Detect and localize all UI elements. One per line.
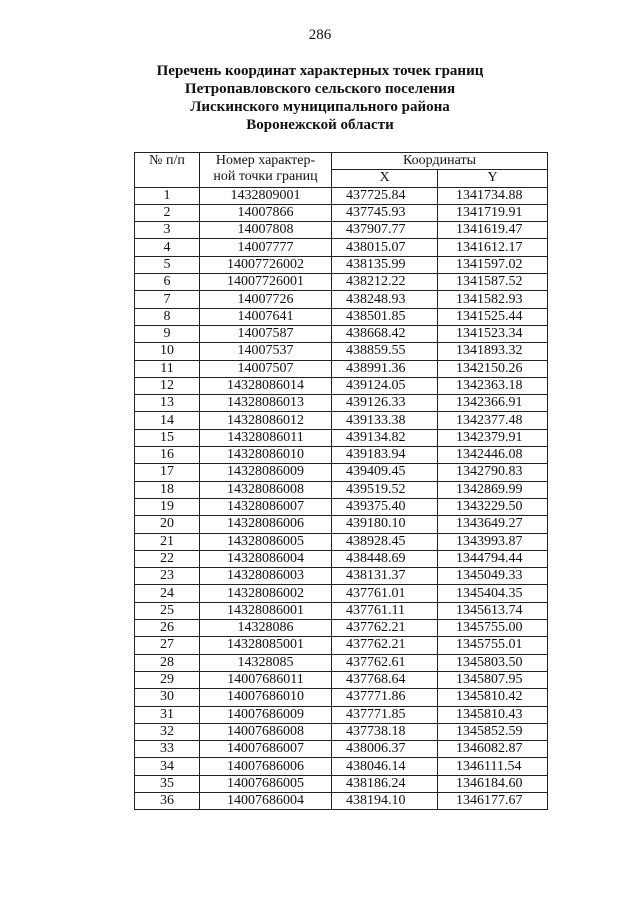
cell-row-number: 29	[135, 671, 200, 688]
table-row	[135, 741, 548, 758]
cell-row-number: 31	[135, 706, 200, 723]
table-row	[135, 291, 548, 308]
cell-point-number: 1432809001	[200, 187, 332, 204]
cell-x: 439409.45	[332, 464, 438, 481]
cell-row-number: 15	[135, 429, 200, 446]
cell-row-number: 20	[135, 516, 200, 533]
cell-x: 437768.64	[332, 671, 438, 688]
table-row	[135, 187, 548, 204]
cell-row-number: 16	[135, 447, 200, 464]
cell-y: 1342150.26	[438, 360, 548, 377]
cell-row-number: 25	[135, 602, 200, 619]
cell-x: 437761.01	[332, 585, 438, 602]
table-row	[135, 377, 548, 394]
cell-point-number: 14328086	[200, 620, 332, 637]
cell-x: 438006.37	[332, 741, 438, 758]
cell-point-number: 14007866	[200, 204, 332, 221]
cell-x: 437771.86	[332, 689, 438, 706]
cell-point-number: 14328085	[200, 654, 332, 671]
cell-point-number: 14007587	[200, 325, 332, 342]
cell-y: 1346184.60	[438, 775, 548, 792]
cell-y: 1346111.54	[438, 758, 548, 775]
cell-point-number: 14007686010	[200, 689, 332, 706]
table-row	[135, 308, 548, 325]
title-line: Лискинского муниципального района	[190, 99, 450, 115]
cell-point-number: 14007777	[200, 239, 332, 256]
cell-point-number: 14007686007	[200, 741, 332, 758]
cell-row-number: 24	[135, 585, 200, 602]
cell-x: 438859.55	[332, 343, 438, 360]
cell-x: 437907.77	[332, 222, 438, 239]
cell-x: 439180.10	[332, 516, 438, 533]
cell-row-number: 32	[135, 723, 200, 740]
cell-y: 1341582.93	[438, 291, 548, 308]
cell-point-number: 14328086003	[200, 568, 332, 585]
document-title	[0, 62, 640, 134]
header-row-number: № п/п	[135, 153, 200, 188]
coordinates-table	[134, 152, 548, 810]
table-row	[135, 429, 548, 446]
table-row	[135, 516, 548, 533]
cell-point-number: 14007641	[200, 308, 332, 325]
cell-point-number: 14328086002	[200, 585, 332, 602]
table-row	[135, 360, 548, 377]
cell-y: 1341719.91	[438, 204, 548, 221]
cell-point-number: 14007686004	[200, 792, 332, 809]
cell-row-number: 34	[135, 758, 200, 775]
cell-y: 1345807.95	[438, 671, 548, 688]
cell-point-number: 14007686005	[200, 775, 332, 792]
cell-y: 1345803.50	[438, 654, 548, 671]
cell-y: 1343649.27	[438, 516, 548, 533]
cell-y: 1345810.43	[438, 706, 548, 723]
cell-y: 1342869.99	[438, 481, 548, 498]
cell-y: 1341597.02	[438, 256, 548, 273]
cell-row-number: 10	[135, 343, 200, 360]
cell-x: 439126.33	[332, 395, 438, 412]
cell-point-number: 14328086006	[200, 516, 332, 533]
cell-row-number: 19	[135, 498, 200, 515]
cell-x: 439134.82	[332, 429, 438, 446]
cell-x: 438194.10	[332, 792, 438, 809]
table-row	[135, 498, 548, 515]
cell-point-number: 14328086001	[200, 602, 332, 619]
cell-x: 437771.85	[332, 706, 438, 723]
table-row	[135, 585, 548, 602]
table-row	[135, 689, 548, 706]
cell-y: 1342377.48	[438, 412, 548, 429]
cell-y: 1341523.34	[438, 325, 548, 342]
cell-y: 1346082.87	[438, 741, 548, 758]
cell-y: 1341525.44	[438, 308, 548, 325]
table-row	[135, 222, 548, 239]
cell-y: 1344794.44	[438, 550, 548, 567]
table-row	[135, 620, 548, 637]
cell-x: 437725.84	[332, 187, 438, 204]
cell-row-number: 22	[135, 550, 200, 567]
cell-point-number: 14328086013	[200, 395, 332, 412]
cell-x: 439519.52	[332, 481, 438, 498]
cell-x: 439124.05	[332, 377, 438, 394]
cell-x: 439183.94	[332, 447, 438, 464]
cell-x: 438501.85	[332, 308, 438, 325]
cell-row-number: 30	[135, 689, 200, 706]
cell-x: 437762.21	[332, 637, 438, 654]
header-point-line: ной точки границ	[213, 169, 318, 184]
cell-point-number: 14007686008	[200, 723, 332, 740]
cell-x: 437738.18	[332, 723, 438, 740]
table-row	[135, 204, 548, 221]
table-row	[135, 654, 548, 671]
header-y: Y	[438, 170, 548, 187]
cell-row-number: 33	[135, 741, 200, 758]
page-number: 286	[308, 27, 332, 43]
cell-point-number: 14328086011	[200, 429, 332, 446]
cell-x: 438668.42	[332, 325, 438, 342]
cell-point-number: 14007726001	[200, 274, 332, 291]
table-row	[135, 481, 548, 498]
table-row	[135, 706, 548, 723]
cell-point-number: 14328085001	[200, 637, 332, 654]
cell-y: 1341893.32	[438, 343, 548, 360]
cell-point-number: 14007507	[200, 360, 332, 377]
cell-x: 438212.22	[332, 274, 438, 291]
cell-x: 438991.36	[332, 360, 438, 377]
cell-point-number: 14328086008	[200, 481, 332, 498]
cell-y: 1345049.33	[438, 568, 548, 585]
cell-row-number: 8	[135, 308, 200, 325]
table-row	[135, 274, 548, 291]
table-row	[135, 325, 548, 342]
header-point-line: Номер характер-	[215, 153, 316, 168]
cell-x: 437762.61	[332, 654, 438, 671]
cell-x: 438046.14	[332, 758, 438, 775]
cell-y: 1341587.52	[438, 274, 548, 291]
cell-point-number: 14007726002	[200, 256, 332, 273]
title-line: Перечень координат характерных точек границ	[156, 63, 484, 79]
title-line: Петропавловского сельского поселения	[184, 81, 456, 97]
cell-x: 438186.24	[332, 775, 438, 792]
table-row	[135, 723, 548, 740]
cell-point-number: 14007808	[200, 222, 332, 239]
table-row	[135, 792, 548, 809]
table-body	[135, 187, 548, 810]
table-row	[135, 395, 548, 412]
cell-x: 438131.37	[332, 568, 438, 585]
table-row	[135, 239, 548, 256]
cell-row-number: 36	[135, 792, 200, 809]
cell-row-number: 14	[135, 412, 200, 429]
cell-point-number: 14328086005	[200, 533, 332, 550]
cell-x: 438135.99	[332, 256, 438, 273]
cell-point-number: 14328086009	[200, 464, 332, 481]
cell-row-number: 1	[135, 187, 200, 204]
cell-y: 1345810.42	[438, 689, 548, 706]
cell-x: 438928.45	[332, 533, 438, 550]
cell-row-number: 7	[135, 291, 200, 308]
cell-x: 438448.69	[332, 550, 438, 567]
cell-x: 437745.93	[332, 204, 438, 221]
cell-y: 1345755.00	[438, 620, 548, 637]
cell-point-number: 14328086007	[200, 498, 332, 515]
header-point-number	[200, 153, 332, 188]
cell-row-number: 12	[135, 377, 200, 394]
table-row	[135, 602, 548, 619]
cell-y: 1341619.47	[438, 222, 548, 239]
table-row	[135, 775, 548, 792]
cell-row-number: 11	[135, 360, 200, 377]
cell-row-number: 4	[135, 239, 200, 256]
cell-point-number: 14328086004	[200, 550, 332, 567]
cell-y: 1346177.67	[438, 792, 548, 809]
cell-x: 439375.40	[332, 498, 438, 515]
header-x: X	[332, 170, 438, 187]
table-row	[135, 568, 548, 585]
table-row	[135, 256, 548, 273]
cell-x: 437762.21	[332, 620, 438, 637]
cell-row-number: 17	[135, 464, 200, 481]
cell-x: 438248.93	[332, 291, 438, 308]
cell-y: 1343229.50	[438, 498, 548, 515]
table-row	[135, 758, 548, 775]
cell-row-number: 28	[135, 654, 200, 671]
cell-point-number: 14328086012	[200, 412, 332, 429]
cell-point-number: 14328086010	[200, 447, 332, 464]
cell-y: 1342363.18	[438, 377, 548, 394]
table-row	[135, 343, 548, 360]
cell-row-number: 26	[135, 620, 200, 637]
cell-row-number: 23	[135, 568, 200, 585]
cell-x: 438015.07	[332, 239, 438, 256]
table-row	[135, 637, 548, 654]
cell-y: 1345852.59	[438, 723, 548, 740]
cell-y: 1341734.88	[438, 187, 548, 204]
cell-row-number: 13	[135, 395, 200, 412]
cell-point-number: 14007686009	[200, 706, 332, 723]
cell-row-number: 3	[135, 222, 200, 239]
cell-row-number: 6	[135, 274, 200, 291]
table-row	[135, 464, 548, 481]
table-row	[135, 447, 548, 464]
cell-point-number: 14007537	[200, 343, 332, 360]
cell-row-number: 21	[135, 533, 200, 550]
cell-y: 1345404.35	[438, 585, 548, 602]
cell-point-number: 14328086014	[200, 377, 332, 394]
cell-point-number: 14007686006	[200, 758, 332, 775]
cell-row-number: 27	[135, 637, 200, 654]
cell-row-number: 18	[135, 481, 200, 498]
cell-y: 1342790.83	[438, 464, 548, 481]
cell-y: 1342379.91	[438, 429, 548, 446]
table-row	[135, 550, 548, 567]
cell-x: 439133.38	[332, 412, 438, 429]
cell-y: 1343993.87	[438, 533, 548, 550]
cell-y: 1345613.74	[438, 602, 548, 619]
title-line: Воронежской области	[246, 117, 394, 133]
cell-y: 1342366.91	[438, 395, 548, 412]
cell-row-number: 35	[135, 775, 200, 792]
cell-x: 437761.11	[332, 602, 438, 619]
cell-y: 1341612.17	[438, 239, 548, 256]
table-row	[135, 671, 548, 688]
cell-row-number: 9	[135, 325, 200, 342]
cell-point-number: 14007726	[200, 291, 332, 308]
table-row	[135, 533, 548, 550]
header-coordinates: Координаты	[332, 153, 548, 170]
cell-row-number: 2	[135, 204, 200, 221]
table-row	[135, 412, 548, 429]
cell-y: 1345755.01	[438, 637, 548, 654]
cell-y: 1342446.08	[438, 447, 548, 464]
table-header	[135, 153, 548, 188]
cell-row-number: 5	[135, 256, 200, 273]
cell-point-number: 14007686011	[200, 671, 332, 688]
